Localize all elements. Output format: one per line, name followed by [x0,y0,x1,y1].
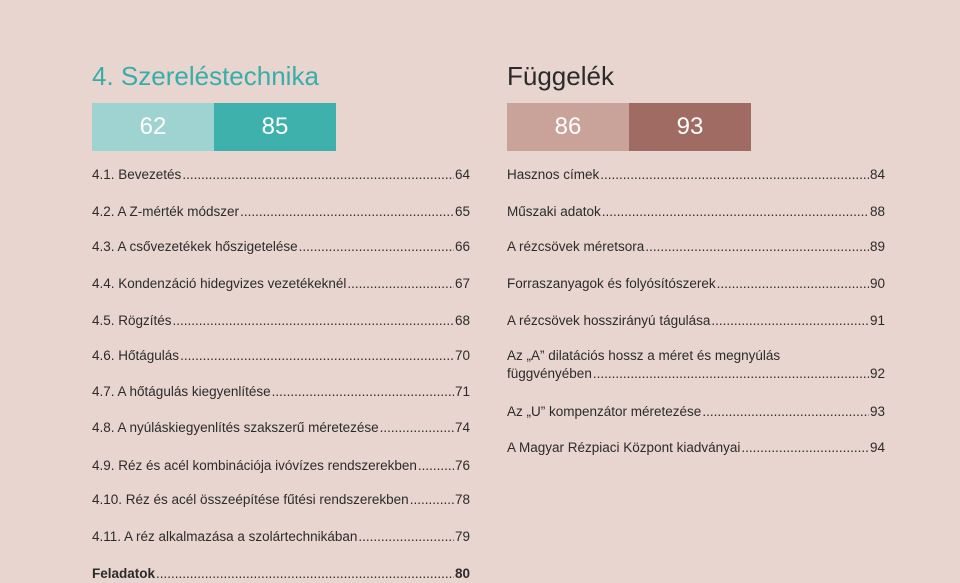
toc-entry[interactable]: 4.11. A réz alkalmazása a szolártechnikában ..... 79 [92,529,470,544]
toc-entry[interactable]: Az „A” dilatációs hossz a méret és megnyúlás függvényében ..... 92 [507,348,885,381]
toc-entry[interactable]: Forraszanyagok és folyósítószerek ..... 90 [507,276,885,291]
toc-entry[interactable]: A rézcsövek hosszirányú tágulása ..... 91 [507,313,885,328]
toc-entry[interactable]: 4.5. Rögzítés ..... 68 [92,313,470,328]
section-heading: 4. Szereléstechnika [92,61,319,91]
toc-entry[interactable]: 4.4. Kondenzáció hidegvizes vezetékeknél ..... 67 [92,276,470,291]
toc-entry[interactable]: 4.9. Réz és acél kombinációja ivóvízes rendszerekben ..... 76 [92,458,470,473]
page-range-start: 62 [92,103,214,151]
toc-entry[interactable]: Műszaki adatok ..... 88 [507,204,885,219]
page-range-end: 93 [629,103,751,151]
toc-entry[interactable]: A rézcsövek méretsora ..... 89 [507,239,885,254]
toc-entry[interactable]: 4.6. Hőtágulás ..... 70 [92,348,470,363]
toc-entry-exercises[interactable]: Feladatok ..... 80 [92,566,470,581]
toc-entry[interactable]: 4.1. Bevezetés ..... 64 [92,167,470,182]
page-range [92,103,336,151]
toc-entry[interactable]: 4.8. A nyúláskiegyenlítés szakszerű méretezése ..... 74 [92,420,470,435]
toc-entry[interactable]: 4.7. A hőtágulás kiegyenlítése ..... 71 [92,384,470,399]
section-heading: Függelék [507,61,614,91]
toc-entry[interactable]: Hasznos címek ..... 84 [507,167,885,182]
toc-entry[interactable]: 4.10. Réz és acél összeépítése fűtési rendszerekben ..... 78 [92,492,470,507]
toc-entry[interactable]: 4.3. A csővezetékek hőszigetelése ..... 66 [92,239,470,254]
page-range [507,103,751,151]
toc-entry[interactable]: A Magyar Rézpiaci Központ kiadványai ..... 94 [507,440,885,455]
toc-entry[interactable]: 4.2. A Z-mérték módszer ..... 65 [92,204,470,219]
toc-entry[interactable]: Az „U” kompenzátor méretezése ..... 93 [507,404,885,419]
page-range-end: 85 [214,103,336,151]
page-range-start: 86 [507,103,629,151]
